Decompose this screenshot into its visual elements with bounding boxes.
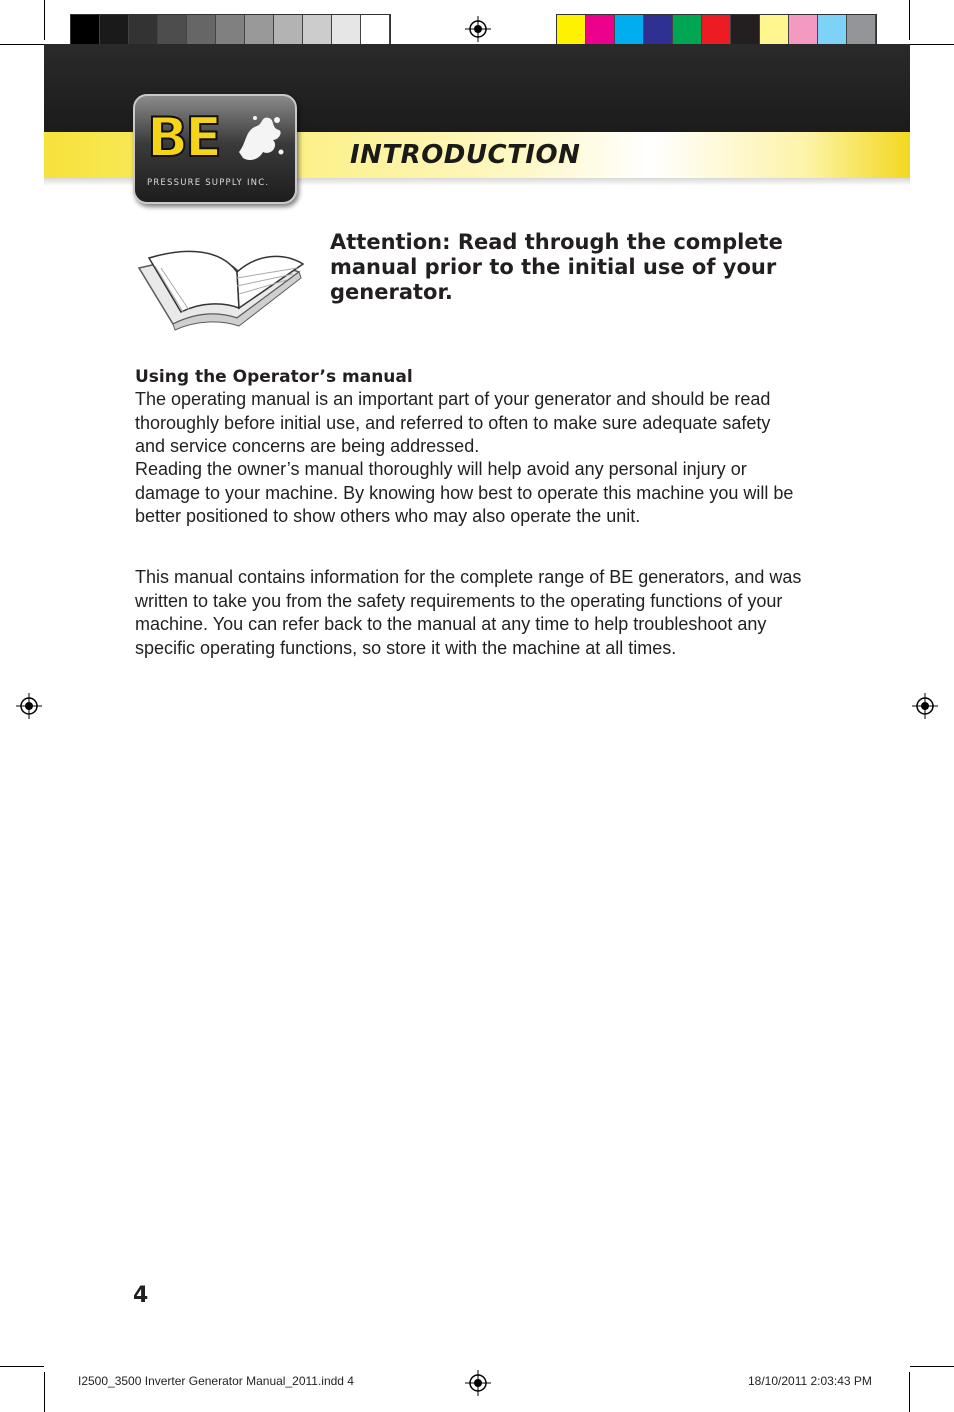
color-swatch bbox=[71, 15, 100, 44]
color-swatch bbox=[100, 15, 129, 44]
crop-mark bbox=[0, 44, 44, 45]
file-slug: I2500_3500 Inverter Generator Manual_2011.indd 4 bbox=[78, 1374, 354, 1388]
paragraph: This manual contains information for the complete range of BE generators, and was written to take you from the safety requirements to the operating functions of your machine. You can refer back to the manual at any time to help troubleshoot any specific operating functions, so store it with the machine at all times. bbox=[135, 567, 802, 658]
color-swatch bbox=[245, 15, 274, 44]
grayscale-color-bar bbox=[70, 14, 391, 46]
section-heading: Using the Operator’s manual bbox=[135, 367, 413, 387]
open-book-icon bbox=[133, 228, 313, 334]
color-swatch bbox=[303, 15, 332, 44]
page-number: 4 bbox=[133, 1283, 149, 1308]
crop-mark bbox=[909, 1372, 910, 1412]
color-swatch bbox=[847, 15, 876, 44]
registration-mark-icon bbox=[16, 693, 42, 719]
registration-mark-icon bbox=[465, 1370, 491, 1396]
color-swatch bbox=[615, 15, 644, 44]
color-swatch bbox=[586, 15, 615, 44]
color-swatch bbox=[216, 15, 245, 44]
splash-icon bbox=[235, 112, 285, 174]
crop-mark bbox=[910, 44, 954, 45]
color-swatch bbox=[557, 15, 586, 44]
crop-mark bbox=[44, 1372, 45, 1412]
registration-mark-icon bbox=[465, 16, 491, 42]
color-swatch bbox=[332, 15, 361, 44]
color-swatch bbox=[789, 15, 818, 44]
color-swatch bbox=[673, 15, 702, 44]
color-swatch bbox=[187, 15, 216, 44]
crop-mark bbox=[44, 0, 45, 40]
crop-mark bbox=[910, 1366, 954, 1367]
attention-notice: Attention: Read through the complete manual prior to the initial use of your generator. bbox=[330, 230, 783, 304]
logo-wordmark: BE bbox=[147, 106, 220, 169]
color-swatch bbox=[129, 15, 158, 44]
logo-subtitle: PRESSURE SUPPLY INC. bbox=[147, 178, 270, 188]
brand-logo bbox=[133, 94, 297, 204]
color-swatch bbox=[731, 15, 760, 44]
registration-mark-icon bbox=[912, 693, 938, 719]
color-swatch bbox=[158, 15, 187, 44]
cmyk-color-bar bbox=[556, 14, 877, 46]
color-swatch bbox=[274, 15, 303, 44]
color-swatch bbox=[361, 15, 390, 44]
color-swatch bbox=[760, 15, 789, 44]
paragraph: Reading the owner’s manual thoroughly will help avoid any personal injury or damage to your machine. By knowing how best to operate this machine you will be better positioned to show others who may also operate the unit. bbox=[135, 459, 794, 526]
crop-mark bbox=[909, 0, 910, 40]
page-title: INTRODUCTION bbox=[350, 140, 581, 170]
date-slug: 18/10/2011 2:03:43 PM bbox=[748, 1374, 872, 1388]
paragraph: The operating manual is an important part of your generator and should be read thoroughly before initial use, and referred to often to make sure adequate safety and service concerns are being addressed. bbox=[135, 389, 771, 456]
crop-mark bbox=[0, 1366, 44, 1367]
color-swatch bbox=[702, 15, 731, 44]
color-swatch bbox=[818, 15, 847, 44]
color-swatch bbox=[644, 15, 673, 44]
